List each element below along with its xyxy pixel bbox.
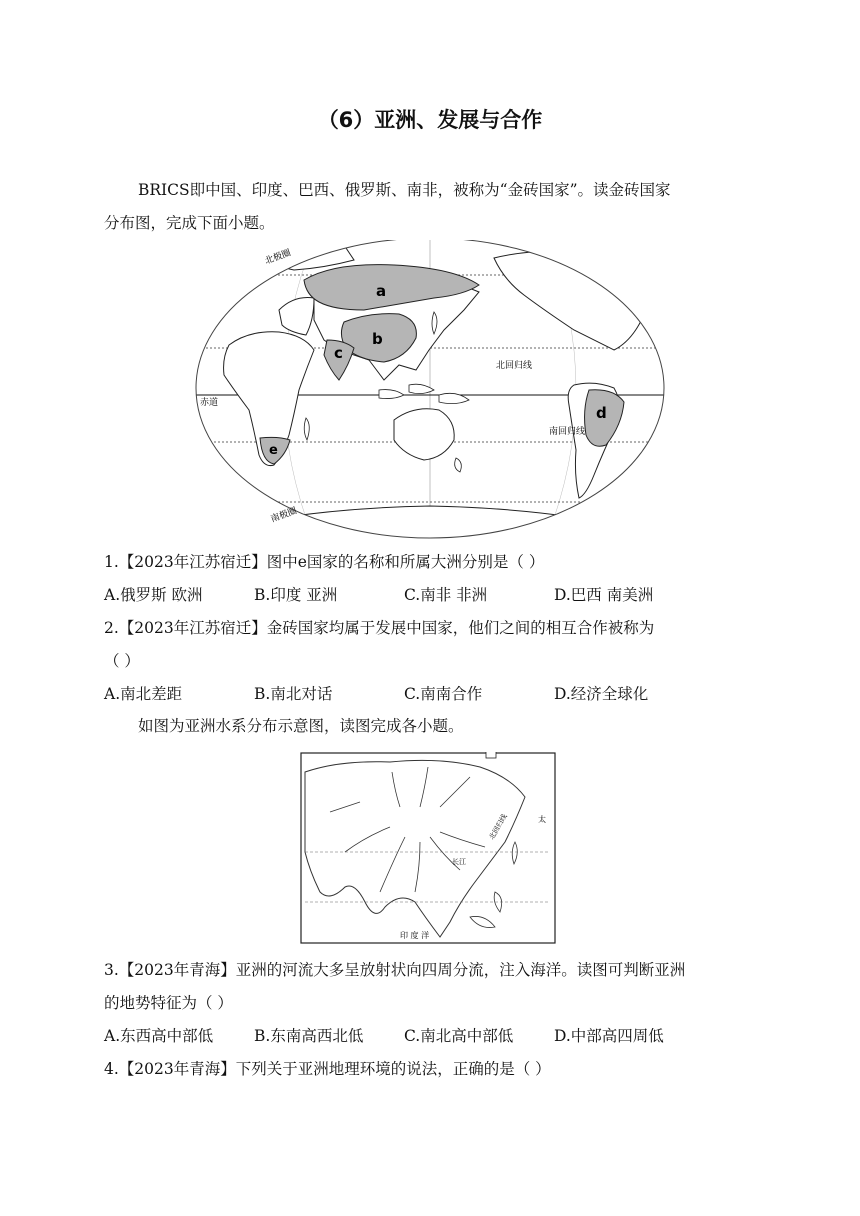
country-label-a: a: [376, 282, 387, 300]
country-label-e: e: [269, 443, 278, 458]
question-4: 4.【2023年青海】下列关于亚洲地理环境的说法，正确的是（ ）: [104, 1060, 551, 1078]
country-label-c: c: [334, 344, 343, 362]
question-3-line2: 的地势特征为（ ）: [104, 994, 233, 1012]
tropic-label: 北回归线: [487, 812, 509, 841]
intro-paragraph-2: 如图为亚洲水系分布示意图，读图完成各小题。: [138, 717, 464, 735]
q1-option-a[interactable]: A.俄罗斯 欧洲: [104, 586, 203, 604]
q2-option-a[interactable]: A.南北差距: [104, 685, 183, 703]
equator-label: 赤道: [200, 398, 219, 408]
q1-option-d[interactable]: D.巴西 南美洲: [554, 586, 654, 604]
country-label-d: d: [596, 404, 607, 422]
asia-river-map: [300, 752, 556, 944]
q1-option-b[interactable]: B.印度 亚洲: [254, 586, 338, 604]
tropic-cancer-label: 北回归线: [496, 361, 533, 371]
indian-ocean-label: 印 度 洋: [400, 931, 430, 940]
question-2-line1: 2.【2023年江苏宿迁】金砖国家均属于发展中国家，他们之间的相互合作被称为: [104, 619, 655, 637]
q3-option-b[interactable]: B.东南高西北低: [254, 1027, 364, 1045]
brics-world-map: [194, 240, 666, 540]
intro-paragraph-line1: BRICS即中国、印度、巴西、俄罗斯、南非，被称为“金砖国家”。读金砖国家: [138, 181, 671, 199]
pacific-label: 太: [538, 815, 546, 824]
country-label-b: b: [372, 330, 383, 348]
q3-option-c[interactable]: C.南北高中部低: [404, 1027, 514, 1045]
q3-option-a[interactable]: A.东西高中部低: [104, 1027, 214, 1045]
q1-option-c[interactable]: C.南非 非洲: [404, 586, 488, 604]
q2-option-d[interactable]: D.经济全球化: [554, 685, 649, 703]
q2-option-b[interactable]: B.南北对话: [254, 685, 333, 703]
question-3-line1: 3.【2023年青海】亚洲的河流大多呈放射状向四周分流，注入海洋。读图可判断亚洲: [104, 961, 686, 979]
q2-option-c[interactable]: C.南南合作: [404, 685, 483, 703]
intro-paragraph-line2: 分布图，完成下面小题。: [104, 214, 275, 232]
page-title: （6）亚洲、发展与合作: [317, 108, 543, 132]
arctic-circle-label: 北极圈: [263, 248, 293, 267]
antarctic-circle-label: 南极圈: [269, 506, 299, 525]
yangtze-river-label: 长江: [452, 858, 466, 866]
q3-option-d[interactable]: D.中部高四周低: [554, 1027, 664, 1045]
question-1: 1.【2023年江苏宿迁】图中e国家的名称和所属大洲分别是（ ）: [104, 553, 545, 571]
question-2-line2: （ ）: [104, 652, 140, 670]
tropic-capricorn-label: 南回归线: [549, 427, 586, 437]
